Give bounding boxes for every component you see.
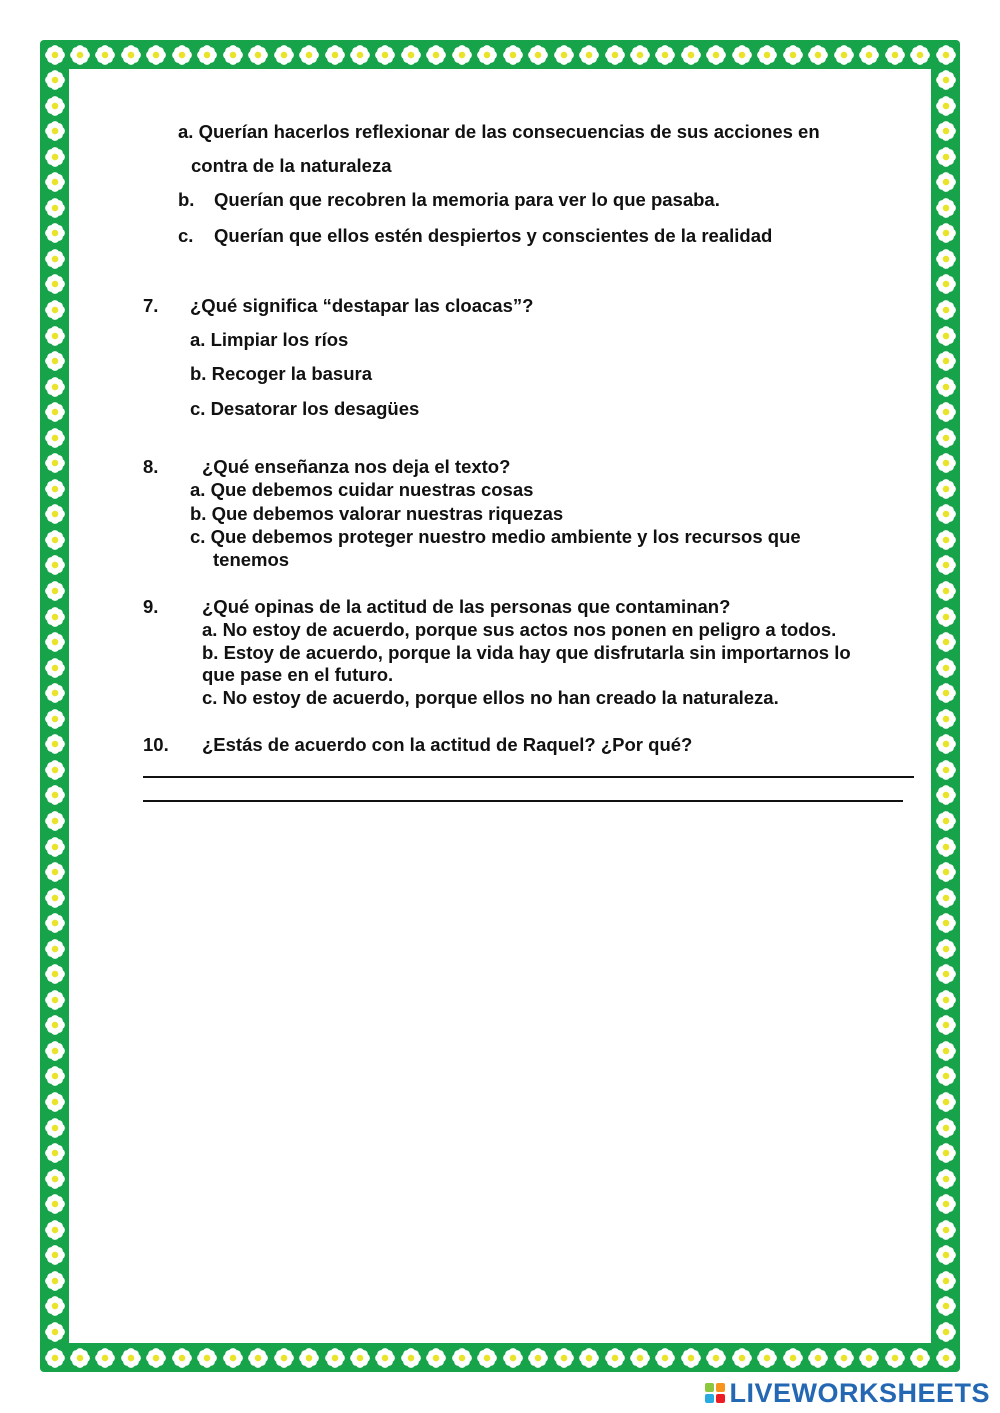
- q8-option-a: a. Que debemos cuidar nuestras cosas: [190, 479, 534, 500]
- q9-number: 9.: [143, 596, 159, 617]
- q7-option-a: a. Limpiar los ríos: [190, 329, 349, 350]
- logo-mark-icon: [705, 1383, 725, 1403]
- q9-option-b-line1: b. Estoy de acuerdo, porque la vida hay que disfrutarla sin importarnos lo: [202, 642, 851, 663]
- q10-question: ¿Estás de acuerdo con la actitud de Raquel? ¿Por qué?: [202, 734, 693, 755]
- q8-question: ¿Qué enseñanza nos deja el texto?: [202, 456, 511, 477]
- q9-option-c: c. No estoy de acuerdo, porque ellos no han creado la naturaleza.: [202, 687, 779, 708]
- q8-option-c-line2: tenemos: [213, 549, 290, 570]
- q7-question: ¿Qué significa “destapar las cloacas”?: [190, 295, 534, 316]
- logo-text: LIVEWORKSHEETS: [729, 1377, 990, 1408]
- q6-option-b-marker: b.: [178, 189, 195, 210]
- q7-number: 7.: [143, 295, 159, 316]
- q8-number: 8.: [143, 456, 159, 477]
- q6-option-a-line2: contra de la naturaleza: [191, 155, 392, 176]
- q9-option-a: a. No estoy de acuerdo, porque sus actos nos ponen en peligro a todos.: [202, 619, 837, 640]
- q8-option-c-line1: c. Que debemos proteger nuestro medio ambiente y los recursos que: [190, 526, 801, 547]
- q6-option-a-line1: a. Querían hacerlos reflexionar de las consecuencias de sus acciones en: [178, 121, 820, 142]
- answer-line-2[interactable]: [143, 800, 903, 802]
- answer-line-1[interactable]: [143, 776, 914, 778]
- q6-option-c-text: Querían que ellos estén despiertos y conscientes de la realidad: [214, 225, 773, 246]
- q9-option-b-line2: que pase en el futuro.: [202, 664, 394, 685]
- q7-option-b: b. Recoger la basura: [190, 363, 372, 384]
- q10-number: 10.: [143, 734, 169, 755]
- q6-option-b-text: Querían que recobren la memoria para ver lo que pasaba.: [214, 189, 720, 210]
- q9-question: ¿Qué opinas de la actitud de las personas que contaminan?: [202, 596, 731, 617]
- liveworksheets-logo: [705, 1378, 990, 1408]
- q7-option-c: c. Desatorar los desagües: [190, 398, 420, 419]
- q8-option-b: b. Que debemos valorar nuestras riquezas: [190, 503, 564, 524]
- q6-option-c-marker: c.: [178, 225, 194, 246]
